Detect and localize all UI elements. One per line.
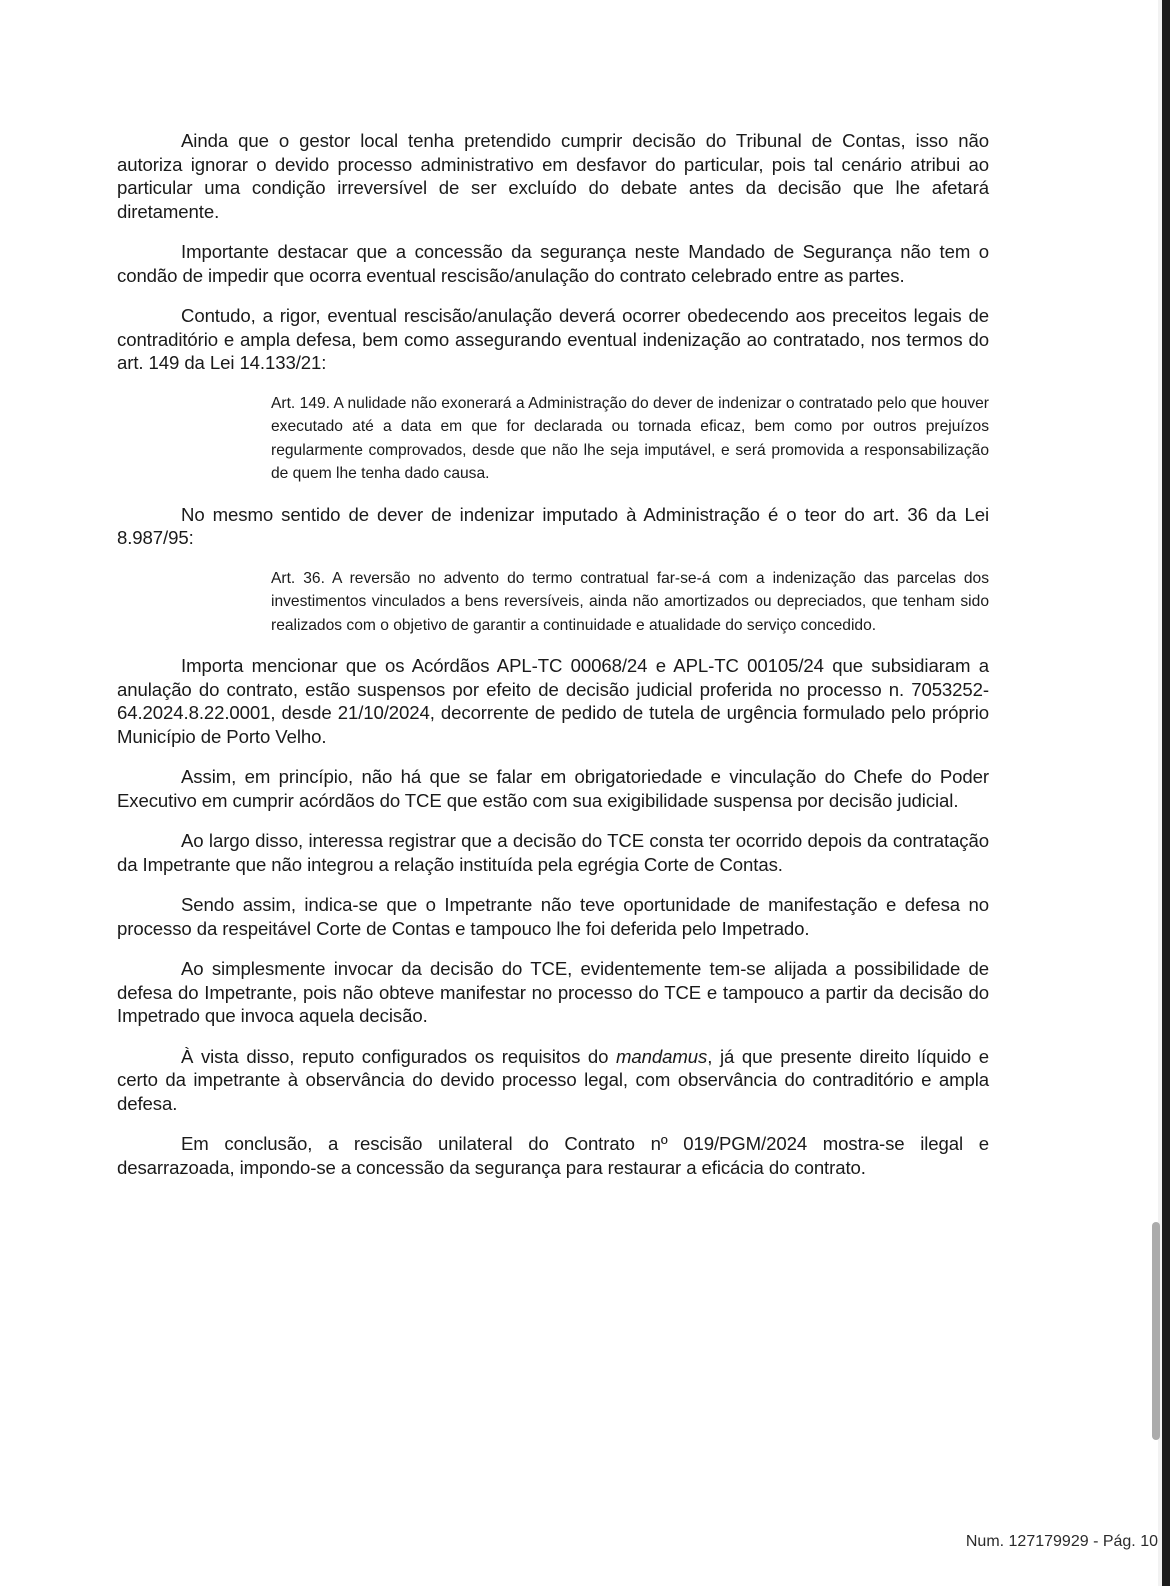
- italic-term: mandamus: [616, 1045, 708, 1067]
- document-body: [117, 129, 989, 1196]
- vertical-scrollbar[interactable]: [1152, 1222, 1160, 1440]
- paragraph: Importa mencionar que os Acórdãos APL-TC 00068/24 e APL-TC 00105/24 que subsidiaram a anulação do contrato, estão suspensos por efeito de decisão judicial proferida no processo n. 7053252-64.2024.8.22.0001, desde 21/10/2024, decorrente de pedido de tutela de urgência formulado pelo próprio Município de Porto Velho.: [117, 655, 989, 747]
- quote-art-149: Art. 149. A nulidade não exonerará a Administração do dever de indenizar o contratado pelo que houver executado até a data em que for declarada ou tornada eficaz, bem como por outros prejuízos regularmente comprovados, desde que não lhe seja imputável, e será promovida a responsabilização de quem lhe tenha dado causa.: [271, 394, 989, 482]
- paragraph: Ao simplesmente invocar da decisão do TCE, evidentemente tem-se alijada a possibilidade de defesa do Impetrante, pois não obteve manifestar no processo do TCE e tampouco a partir da decisão do Impetrado que invoca aquela decisão.: [117, 958, 989, 1026]
- paragraph: Contudo, a rigor, eventual rescisão/anulação deverá ocorrer obedecendo aos preceitos legais de contraditório e ampla defesa, bem como assegurando eventual indenização ao contratado, nos termos do art. 149 da Lei 14.133/21:: [117, 305, 989, 373]
- paragraph: No mesmo sentido de dever de indenizar imputado à Administração é o teor do art. 36 da Lei 8.987/95:: [117, 503, 989, 548]
- text-segment: À vista disso, reputo configurados os requisitos do: [181, 1045, 617, 1067]
- mandamus-paragraph: [117, 1045, 989, 1116]
- window-edge: [1162, 0, 1170, 1586]
- paragraph: Assim, em princípio, não há que se falar em obrigatoriedade e vinculação do Chefe do Poder Executivo em cumprir acórdãos do TCE que estão com sua exigibilidade suspensa por decisão judicial.: [117, 766, 989, 811]
- quote-art-36: Art. 36. A reversão no advento do termo contratual far-se-á com a indenização das parcelas dos investimentos vinculados a bens reversíveis, ainda não amortizados ou depreciados, que tenham sido realizados com o objetivo de garantir a continuidade e atualidade do serviço concedido.: [271, 569, 989, 634]
- conclusion-paragraph: Em conclusão, a rescisão unilateral do Contrato nº 019/PGM/2024 mostra-se ilegal e desarrazoada, impondo-se a concessão da segurança para restaurar a eficácia do contrato.: [117, 1133, 989, 1178]
- paragraph: Ainda que o gestor local tenha pretendido cumprir decisão do Tribunal de Contas, isso não autoriza ignorar o devido processo administrativo em desfavor do particular, pois tal cenário atribui ao particular uma condição irreversível de ser excluído do debate antes da decisão que lhe afetará diretamente.: [117, 130, 989, 222]
- paragraph: Ao largo disso, interessa registrar que a decisão do TCE consta ter ocorrido depois da contratação da Impetrante que não integrou a relação instituída pela egrégia Corte de Contas.: [117, 830, 989, 875]
- paragraph: Importante destacar que a concessão da segurança neste Mandado de Segurança não tem o condão de impedir que ocorra eventual rescisão/anulação do contrato celebrado entre as partes.: [117, 241, 989, 286]
- page-reference: Num. 127179929 - Pág. 10: [965, 1533, 1158, 1550]
- text-segment: , já que presente direito líquido e certo da impetrante à observância do devido processo legal, com observância do contraditório e ampla defesa.: [117, 1045, 989, 1114]
- paragraph: Sendo assim, indica-se que o Impetrante não teve oportunidade de manifestação e defesa no processo da respeitável Corte de Contas e tampouco lhe foi deferida pelo Impetrado.: [117, 894, 989, 939]
